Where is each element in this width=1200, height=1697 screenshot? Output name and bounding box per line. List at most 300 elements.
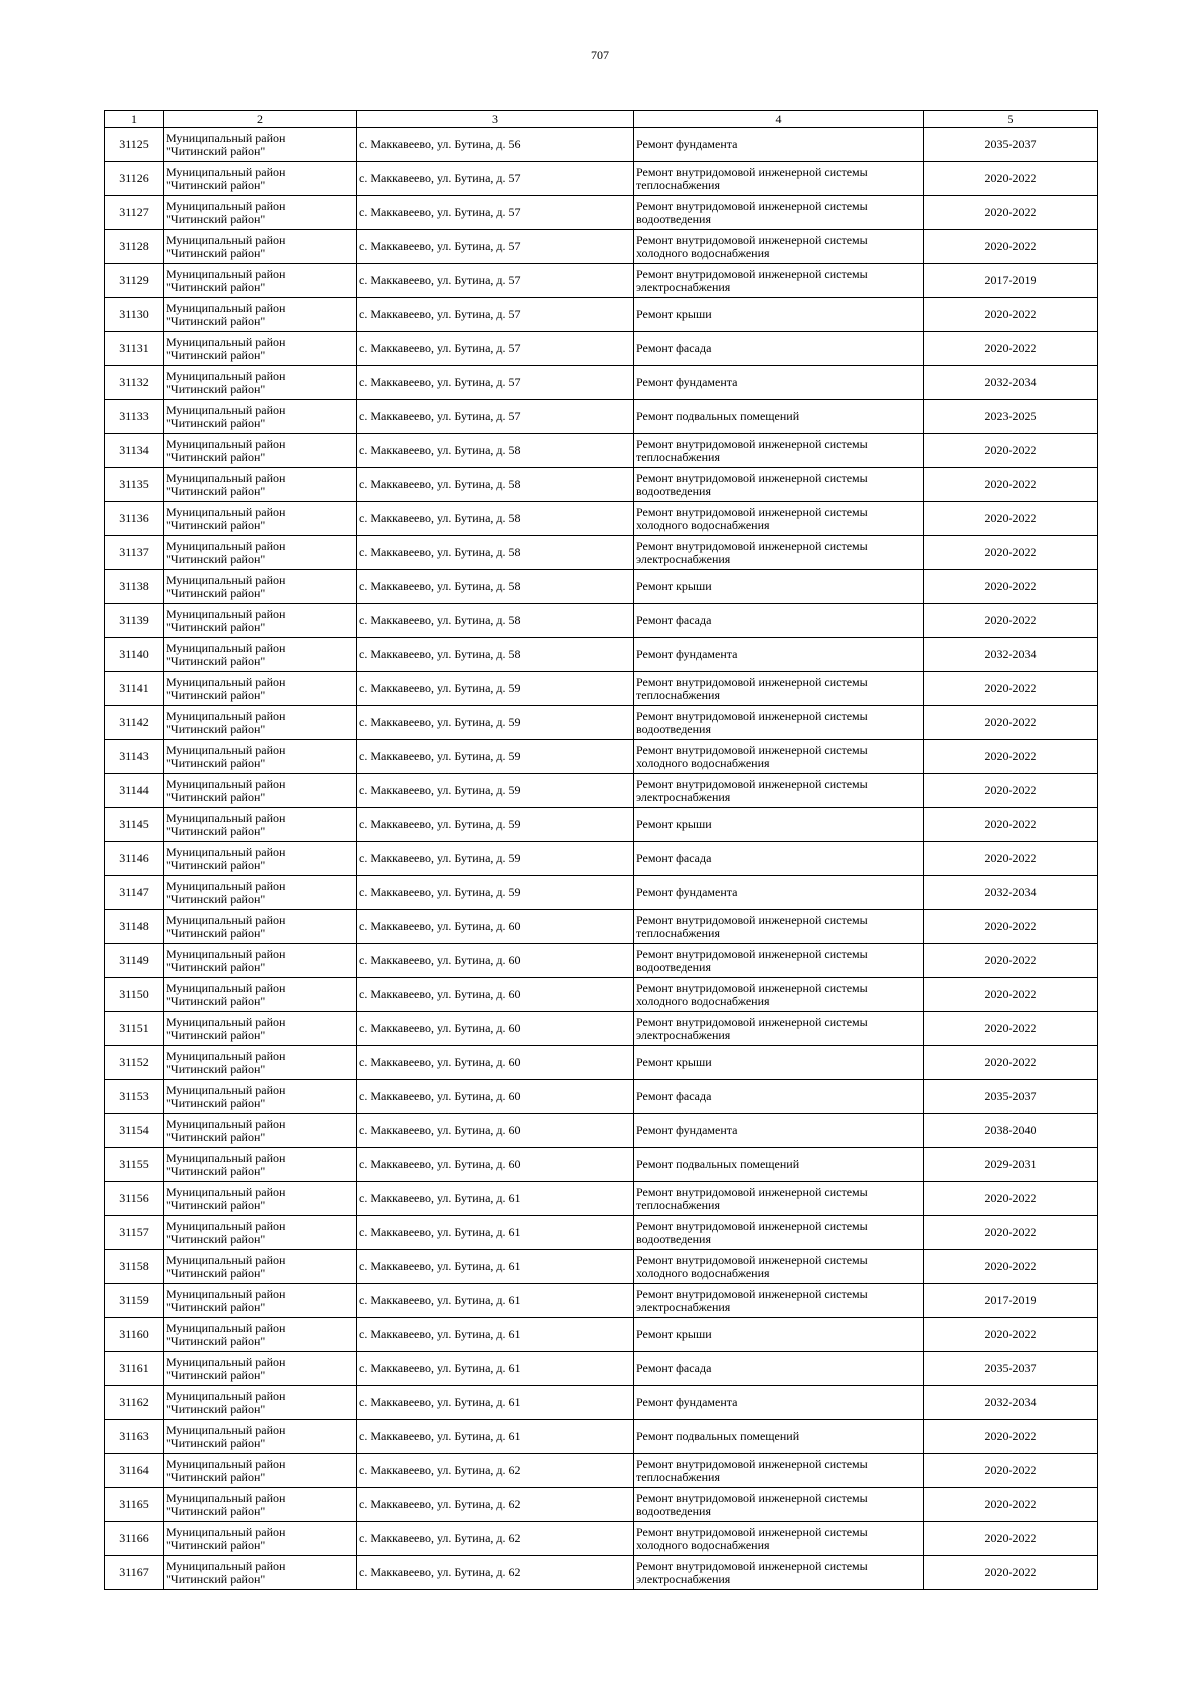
municipal-area-line: Муниципальный район — [166, 1354, 286, 1369]
work-type — [634, 434, 924, 468]
repair-period: 2020-2022 — [924, 536, 1098, 570]
repair-period: 2020-2022 — [924, 1250, 1098, 1284]
municipal-area-line: Муниципальный район — [166, 1150, 286, 1165]
address: с. Маккавеево, ул. Бутина, д. 61 — [357, 1420, 634, 1454]
municipal-area-line: Муниципальный район — [166, 1014, 286, 1029]
row-number: 31165 — [105, 1488, 164, 1522]
municipal-area-line: "Читинский район" — [166, 585, 266, 600]
repair-period: 2038-2040 — [924, 1114, 1098, 1148]
repair-period: 2023-2025 — [924, 400, 1098, 434]
repair-period: 2017-2019 — [924, 264, 1098, 298]
municipal-area — [164, 1114, 357, 1148]
municipal-area-line: Муниципальный район — [166, 810, 286, 825]
row-number: 31157 — [105, 1216, 164, 1250]
work-type-line: Ремонт подвальных помещений — [636, 409, 800, 423]
table-row — [105, 604, 1098, 638]
municipal-area — [164, 944, 357, 978]
row-number: 31127 — [105, 196, 164, 230]
work-type-line: Ремонт внутридомовой инженерной системы — [636, 164, 868, 179]
municipal-area-line: "Читинский район" — [166, 1401, 266, 1416]
work-type-line: Ремонт фасада — [636, 1361, 712, 1375]
municipal-area — [164, 1352, 357, 1386]
work-type — [634, 638, 924, 672]
municipal-area — [164, 298, 357, 332]
municipal-area-line: "Читинский район" — [166, 789, 266, 804]
work-type-line: Ремонт внутридомовой инженерной системы — [636, 742, 868, 757]
municipal-area-line: "Читинский район" — [166, 517, 266, 532]
work-type — [634, 706, 924, 740]
work-type — [634, 570, 924, 604]
table-row — [105, 1046, 1098, 1080]
table-row — [105, 1522, 1098, 1556]
row-number: 31152 — [105, 1046, 164, 1080]
municipal-area — [164, 1284, 357, 1318]
repair-period: 2020-2022 — [924, 1182, 1098, 1216]
work-type — [634, 264, 924, 298]
work-type-line: Ремонт внутридомовой инженерной системы — [636, 1184, 868, 1199]
work-type — [634, 196, 924, 230]
row-number: 31128 — [105, 230, 164, 264]
address: с. Маккавеево, ул. Бутина, д. 60 — [357, 1046, 634, 1080]
column-header-1: 1 — [105, 111, 164, 128]
row-number: 31146 — [105, 842, 164, 876]
work-type — [634, 128, 924, 162]
work-type — [634, 366, 924, 400]
municipal-area — [164, 1046, 357, 1080]
work-type-line: Ремонт крыши — [636, 1055, 712, 1069]
work-type-line: Ремонт крыши — [636, 817, 712, 831]
municipal-area-line: Муниципальный район — [166, 946, 286, 961]
work-type-line: электроснабжения — [636, 551, 731, 566]
address: с. Маккавеево, ул. Бутина, д. 62 — [357, 1556, 634, 1590]
work-type-line: электроснабжения — [636, 1299, 731, 1314]
address: с. Маккавеево, ул. Бутина, д. 57 — [357, 196, 634, 230]
table-row — [105, 842, 1098, 876]
work-type-line: Ремонт крыши — [636, 1327, 712, 1341]
municipal-area-line: "Читинский район" — [166, 857, 266, 872]
repair-period: 2020-2022 — [924, 604, 1098, 638]
municipal-area — [164, 468, 357, 502]
municipal-area-line: "Читинский район" — [166, 483, 266, 498]
repair-period: 2020-2022 — [924, 570, 1098, 604]
repair-period: 2020-2022 — [924, 672, 1098, 706]
work-type — [634, 842, 924, 876]
work-type — [634, 400, 924, 434]
municipal-area-line: "Читинский район" — [166, 1367, 266, 1382]
row-number: 31153 — [105, 1080, 164, 1114]
address: с. Маккавеево, ул. Бутина, д. 62 — [357, 1454, 634, 1488]
municipal-area — [164, 808, 357, 842]
work-type-line: Ремонт внутридомовой инженерной системы — [636, 912, 868, 927]
municipal-area — [164, 162, 357, 196]
work-type — [634, 604, 924, 638]
work-type — [634, 162, 924, 196]
municipal-area-line: "Читинский район" — [166, 1061, 266, 1076]
row-number: 31136 — [105, 502, 164, 536]
table-row — [105, 1386, 1098, 1420]
work-type-line: Ремонт фундамента — [636, 647, 738, 661]
table-header — [105, 111, 1098, 128]
table-row — [105, 910, 1098, 944]
municipal-area-line: "Читинский район" — [166, 993, 266, 1008]
work-type — [634, 944, 924, 978]
address: с. Маккавеево, ул. Бутина, д. 58 — [357, 468, 634, 502]
work-type — [634, 808, 924, 842]
work-type — [634, 1182, 924, 1216]
column-header-4: 4 — [634, 111, 924, 128]
work-type — [634, 910, 924, 944]
municipal-area — [164, 1454, 357, 1488]
work-type-line: электроснабжения — [636, 279, 731, 294]
work-type-line: электроснабжения — [636, 1027, 731, 1042]
work-type — [634, 298, 924, 332]
work-type-line: водоотведения — [636, 483, 711, 498]
work-type-line: водоотведения — [636, 721, 711, 736]
address: с. Маккавеево, ул. Бутина, д. 61 — [357, 1216, 634, 1250]
municipal-area-line: "Читинский район" — [166, 1435, 266, 1450]
work-type — [634, 1046, 924, 1080]
municipal-area — [164, 1012, 357, 1046]
work-type — [634, 1522, 924, 1556]
table-row — [105, 1318, 1098, 1352]
header-row — [105, 111, 1098, 128]
work-type-line: Ремонт внутридомовой инженерной системы — [636, 776, 868, 791]
repair-period: 2020-2022 — [924, 978, 1098, 1012]
repair-period: 2029-2031 — [924, 1148, 1098, 1182]
row-number: 31129 — [105, 264, 164, 298]
table-row — [105, 230, 1098, 264]
row-number: 31135 — [105, 468, 164, 502]
row-number: 31164 — [105, 1454, 164, 1488]
work-type — [634, 740, 924, 774]
address: с. Маккавеево, ул. Бутина, д. 61 — [357, 1182, 634, 1216]
table-row — [105, 1114, 1098, 1148]
work-type-line: Ремонт крыши — [636, 307, 712, 321]
municipal-area — [164, 230, 357, 264]
row-number: 31163 — [105, 1420, 164, 1454]
table-row — [105, 638, 1098, 672]
table-row — [105, 502, 1098, 536]
table-row — [105, 162, 1098, 196]
row-number: 31147 — [105, 876, 164, 910]
table-row — [105, 978, 1098, 1012]
row-number: 31166 — [105, 1522, 164, 1556]
municipal-area-line: Муниципальный район — [166, 1422, 286, 1437]
work-type-line: Ремонт внутридомовой инженерной системы — [636, 436, 868, 451]
municipal-area-line: "Читинский район" — [166, 245, 266, 260]
municipal-area-line: "Читинский район" — [166, 653, 266, 668]
repair-period: 2020-2022 — [924, 434, 1098, 468]
work-type-line: водоотведения — [636, 211, 711, 226]
municipal-area-line: Муниципальный район — [166, 640, 286, 655]
address: с. Маккавеево, ул. Бутина, д. 59 — [357, 876, 634, 910]
municipal-area-line: Муниципальный район — [166, 232, 286, 247]
row-number: 31151 — [105, 1012, 164, 1046]
municipal-area-line: "Читинский район" — [166, 1299, 266, 1314]
work-type-line: Ремонт внутридомовой инженерной системы — [636, 1558, 868, 1573]
municipal-area-line: "Читинский район" — [166, 211, 266, 226]
municipal-area-line: "Читинский район" — [166, 1333, 266, 1348]
municipal-area — [164, 1080, 357, 1114]
work-type-line: Ремонт внутридомовой инженерной системы — [636, 538, 868, 553]
work-type — [634, 1148, 924, 1182]
table-row — [105, 196, 1098, 230]
repair-period: 2020-2022 — [924, 842, 1098, 876]
municipal-area — [164, 1420, 357, 1454]
municipal-area-line: Муниципальный район — [166, 1286, 286, 1301]
row-number: 31138 — [105, 570, 164, 604]
repair-period: 2020-2022 — [924, 502, 1098, 536]
repair-period: 2020-2022 — [924, 1488, 1098, 1522]
municipal-area-line: Муниципальный район — [166, 572, 286, 587]
address: с. Маккавеево, ул. Бутина, д. 59 — [357, 706, 634, 740]
row-number: 31148 — [105, 910, 164, 944]
repair-period: 2017-2019 — [924, 1284, 1098, 1318]
municipal-area-line: "Читинский район" — [166, 1095, 266, 1110]
work-type — [634, 1352, 924, 1386]
municipal-area-line: Муниципальный район — [166, 198, 286, 213]
work-type-line: электроснабжения — [636, 1571, 731, 1586]
municipal-area — [164, 638, 357, 672]
row-number: 31141 — [105, 672, 164, 706]
work-type-line: Ремонт внутридомовой инженерной системы — [636, 266, 868, 281]
work-type-line: Ремонт внутридомовой инженерной системы — [636, 504, 868, 519]
municipal-area — [164, 264, 357, 298]
work-type — [634, 1114, 924, 1148]
repair-period: 2020-2022 — [924, 1012, 1098, 1046]
repair-period: 2020-2022 — [924, 1216, 1098, 1250]
municipal-area-line: "Читинский район" — [166, 823, 266, 838]
table-row — [105, 1148, 1098, 1182]
table-row — [105, 1012, 1098, 1046]
municipal-area-line: "Читинский район" — [166, 1469, 266, 1484]
municipal-area-line: "Читинский район" — [166, 551, 266, 566]
municipal-area-line: "Читинский район" — [166, 755, 266, 770]
table-body — [105, 128, 1098, 1590]
table-row — [105, 740, 1098, 774]
repair-period: 2035-2037 — [924, 1352, 1098, 1386]
work-type-line: холодного водоснабжения — [636, 1265, 770, 1280]
work-type — [634, 1386, 924, 1420]
address: с. Маккавеево, ул. Бутина, д. 58 — [357, 434, 634, 468]
table-row — [105, 1250, 1098, 1284]
municipal-area — [164, 1148, 357, 1182]
table-row — [105, 1352, 1098, 1386]
repair-period: 2032-2034 — [924, 366, 1098, 400]
row-number: 31130 — [105, 298, 164, 332]
row-number: 31131 — [105, 332, 164, 366]
municipal-area-line: Муниципальный район — [166, 1558, 286, 1573]
municipal-area-line: "Читинский район" — [166, 381, 266, 396]
repair-schedule-table — [104, 110, 1098, 1590]
work-type-line: теплоснабжения — [636, 925, 720, 940]
work-type — [634, 1012, 924, 1046]
table-row — [105, 434, 1098, 468]
work-type-line: Ремонт внутридомовой инженерной системы — [636, 1490, 868, 1505]
address: с. Маккавеево, ул. Бутина, д. 61 — [357, 1386, 634, 1420]
municipal-area-line: "Читинский район" — [166, 1537, 266, 1552]
table-row — [105, 876, 1098, 910]
address: с. Маккавеево, ул. Бутина, д. 57 — [357, 400, 634, 434]
municipal-area-line: Муниципальный район — [166, 606, 286, 621]
row-number: 31134 — [105, 434, 164, 468]
municipal-area-line: "Читинский район" — [166, 959, 266, 974]
work-type-line: Ремонт внутридомовой инженерной системы — [636, 708, 868, 723]
work-type — [634, 774, 924, 808]
row-number: 31156 — [105, 1182, 164, 1216]
municipal-area — [164, 1250, 357, 1284]
row-number: 31145 — [105, 808, 164, 842]
address: с. Маккавеево, ул. Бутина, д. 61 — [357, 1352, 634, 1386]
work-type — [634, 978, 924, 1012]
work-type — [634, 230, 924, 264]
work-type-line: Ремонт подвальных помещений — [636, 1157, 800, 1171]
municipal-area — [164, 978, 357, 1012]
municipal-area-line: Муниципальный район — [166, 436, 286, 451]
work-type — [634, 1250, 924, 1284]
work-type-line: Ремонт внутридомовой инженерной системы — [636, 1524, 868, 1539]
municipal-area-line: "Читинский район" — [166, 1163, 266, 1178]
municipal-area — [164, 740, 357, 774]
table-row — [105, 332, 1098, 366]
municipal-area-line: Муниципальный район — [166, 300, 286, 315]
work-type-line: холодного водоснабжения — [636, 755, 770, 770]
row-number: 31155 — [105, 1148, 164, 1182]
work-type-line: Ремонт внутридомовой инженерной системы — [636, 470, 868, 485]
work-type-line: теплоснабжения — [636, 1469, 720, 1484]
municipal-area — [164, 570, 357, 604]
repair-period: 2020-2022 — [924, 774, 1098, 808]
repair-period: 2020-2022 — [924, 1454, 1098, 1488]
work-type — [634, 1454, 924, 1488]
address: с. Маккавеево, ул. Бутина, д. 57 — [357, 332, 634, 366]
row-number: 31161 — [105, 1352, 164, 1386]
work-type-line: водоотведения — [636, 1231, 711, 1246]
municipal-area-line: "Читинский район" — [166, 279, 266, 294]
municipal-area-line: "Читинский район" — [166, 1265, 266, 1280]
table-row — [105, 128, 1098, 162]
address: с. Маккавеево, ул. Бутина, д. 59 — [357, 808, 634, 842]
work-type-line: Ремонт фундамента — [636, 137, 738, 151]
table-row — [105, 944, 1098, 978]
row-number: 31162 — [105, 1386, 164, 1420]
repair-period: 2020-2022 — [924, 1420, 1098, 1454]
row-number: 31137 — [105, 536, 164, 570]
work-type-line: электроснабжения — [636, 789, 731, 804]
work-type — [634, 536, 924, 570]
work-type-line: Ремонт внутридомовой инженерной системы — [636, 674, 868, 689]
work-type-line: холодного водоснабжения — [636, 245, 770, 260]
municipal-area-line: Муниципальный район — [166, 266, 286, 281]
work-type-line: водоотведения — [636, 1503, 711, 1518]
municipal-area-line: Муниципальный район — [166, 1456, 286, 1471]
address: с. Маккавеево, ул. Бутина, д. 60 — [357, 1148, 634, 1182]
work-type — [634, 502, 924, 536]
repair-period: 2020-2022 — [924, 332, 1098, 366]
work-type-line: Ремонт фасада — [636, 341, 712, 355]
row-number: 31125 — [105, 128, 164, 162]
repair-period: 2020-2022 — [924, 230, 1098, 264]
work-type-line: Ремонт фундамента — [636, 1123, 738, 1137]
municipal-area — [164, 774, 357, 808]
repair-period: 2020-2022 — [924, 468, 1098, 502]
municipal-area-line: Муниципальный район — [166, 1388, 286, 1403]
address: с. Маккавеево, ул. Бутина, д. 57 — [357, 298, 634, 332]
repair-period: 2020-2022 — [924, 808, 1098, 842]
work-type — [634, 468, 924, 502]
table-row — [105, 468, 1098, 502]
repair-period: 2020-2022 — [924, 162, 1098, 196]
work-type-line: Ремонт фасада — [636, 851, 712, 865]
work-type — [634, 1318, 924, 1352]
municipal-area-line: "Читинский район" — [166, 1231, 266, 1246]
table-row — [105, 706, 1098, 740]
municipal-area-line: "Читинский район" — [166, 347, 266, 362]
municipal-area-line: Муниципальный район — [166, 674, 286, 689]
address: с. Маккавеево, ул. Бутина, д. 60 — [357, 1114, 634, 1148]
municipal-area-line: Муниципальный район — [166, 1218, 286, 1233]
row-number: 31150 — [105, 978, 164, 1012]
municipal-area-line: Муниципальный район — [166, 878, 286, 893]
address: с. Маккавеево, ул. Бутина, д. 57 — [357, 162, 634, 196]
municipal-area — [164, 434, 357, 468]
table-row — [105, 366, 1098, 400]
municipal-area — [164, 1216, 357, 1250]
repair-period: 2020-2022 — [924, 1556, 1098, 1590]
table-row — [105, 298, 1098, 332]
municipal-area-line: "Читинский район" — [166, 177, 266, 192]
row-number: 31139 — [105, 604, 164, 638]
row-number: 31126 — [105, 162, 164, 196]
row-number: 31154 — [105, 1114, 164, 1148]
municipal-area-line: Муниципальный район — [166, 844, 286, 859]
work-type-line: Ремонт внутридомовой инженерной системы — [636, 1218, 868, 1233]
municipal-area — [164, 1488, 357, 1522]
municipal-area-line: Муниципальный район — [166, 1252, 286, 1267]
work-type-line: холодного водоснабжения — [636, 993, 770, 1008]
work-type-line: Ремонт внутридомовой инженерной системы — [636, 1252, 868, 1267]
row-number: 31167 — [105, 1556, 164, 1590]
address: с. Маккавеево, ул. Бутина, д. 57 — [357, 230, 634, 264]
row-number: 31143 — [105, 740, 164, 774]
work-type-line: Ремонт внутридомовой инженерной системы — [636, 198, 868, 213]
column-header-2: 2 — [164, 111, 357, 128]
table-row — [105, 1216, 1098, 1250]
municipal-area-line: "Читинский район" — [166, 891, 266, 906]
repair-period: 2020-2022 — [924, 1318, 1098, 1352]
work-type-line: Ремонт внутридомовой инженерной системы — [636, 232, 868, 247]
municipal-area-line: "Читинский район" — [166, 415, 266, 430]
work-type — [634, 332, 924, 366]
work-type-line: теплоснабжения — [636, 177, 720, 192]
municipal-area-line: Муниципальный район — [166, 912, 286, 927]
municipal-area-line: Муниципальный район — [166, 980, 286, 995]
work-type-line: Ремонт внутридомовой инженерной системы — [636, 980, 868, 995]
municipal-area — [164, 842, 357, 876]
table-row — [105, 1556, 1098, 1590]
repair-period: 2020-2022 — [924, 706, 1098, 740]
row-number: 31144 — [105, 774, 164, 808]
municipal-area-line: "Читинский район" — [166, 1503, 266, 1518]
municipal-area — [164, 502, 357, 536]
address: с. Маккавеево, ул. Бутина, д. 61 — [357, 1250, 634, 1284]
row-number: 31133 — [105, 400, 164, 434]
municipal-area-line: Муниципальный район — [166, 708, 286, 723]
municipal-area — [164, 672, 357, 706]
repair-period: 2020-2022 — [924, 1522, 1098, 1556]
address: с. Маккавеево, ул. Бутина, д. 60 — [357, 944, 634, 978]
address: с. Маккавеево, ул. Бутина, д. 58 — [357, 536, 634, 570]
